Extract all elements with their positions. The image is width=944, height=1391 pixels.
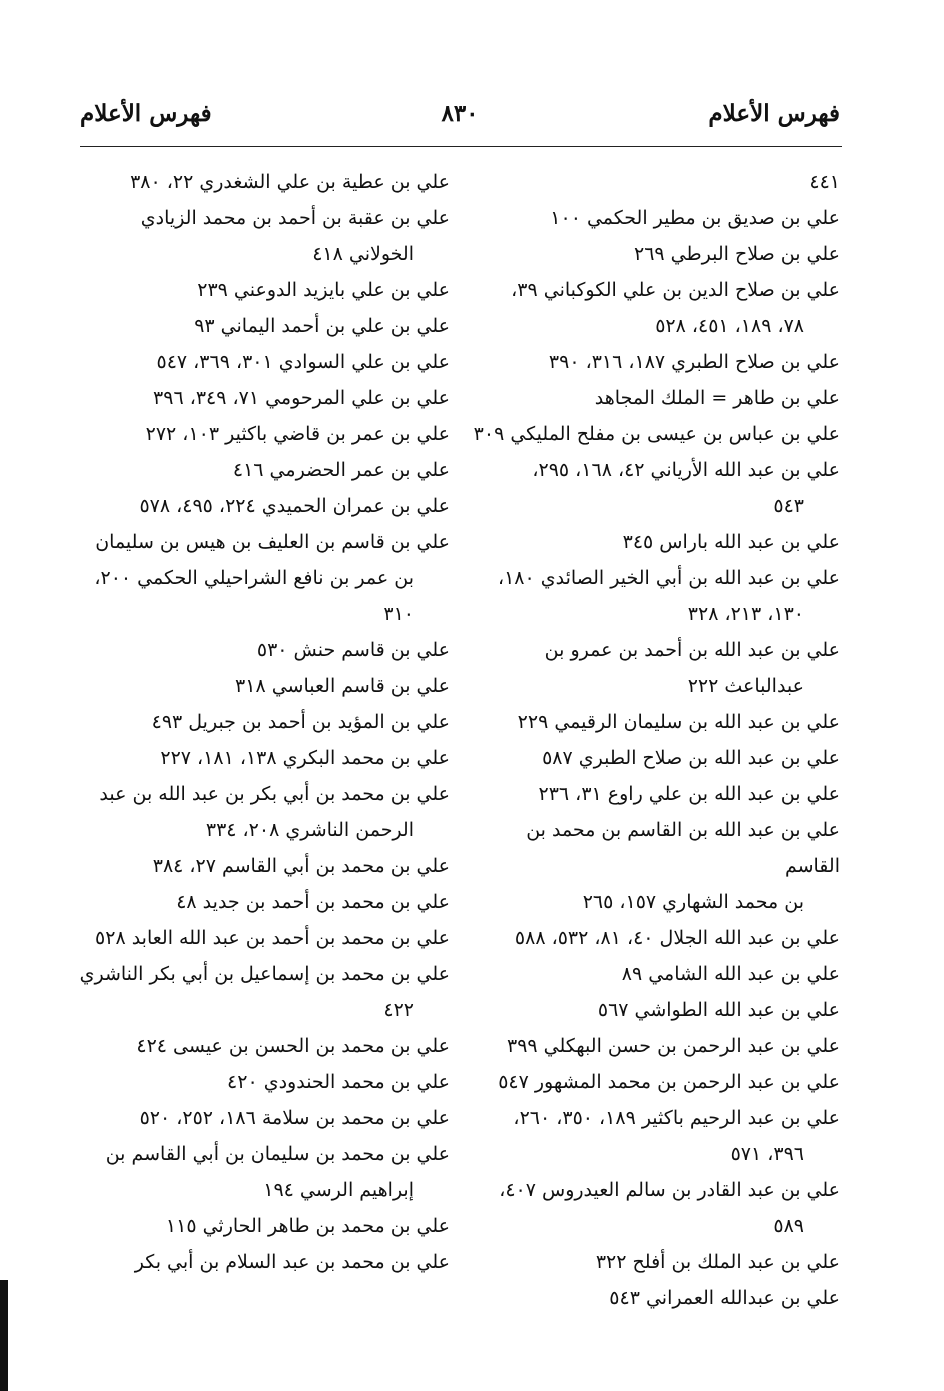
index-entry-text: علي بن عبد الله باراس ٣٤٥: [622, 531, 840, 553]
index-entry: [78, 848, 450, 884]
running-title-left: فهرس الأعلام: [80, 100, 212, 127]
index-entry: [78, 200, 450, 272]
index-entry-text: علي بن محمد الحندودي ٤٢٠: [227, 1071, 450, 1093]
index-entry: [78, 776, 450, 848]
index-entry: [78, 164, 450, 200]
index-entry-text: علي بن محمد البكري ١٣٨، ١٨١، ٢٢٧: [160, 747, 450, 769]
index-entry-text: علي بن عبدالله العمراني ٥٤٣: [609, 1287, 840, 1309]
index-entry-text: علي بن عبد الله الطواشي ٥٦٧: [597, 999, 840, 1021]
index-entry-continuation: بن محمد الشهاري ١٥٧، ٢٦٥: [582, 891, 804, 913]
index-entry-continuation: بن عمر بن نافع الشراحيلي الحكمي ٢٠٠، ٣١٠: [94, 567, 414, 625]
index-entry-text: علي بن عقبة بن أحمد بن محمد الزيادي: [140, 207, 450, 229]
index-entry: [78, 1244, 450, 1280]
index-entry: [78, 704, 450, 740]
index-entry-text: علي بن عبد الله بن صلاح الطبري ٥٨٧: [542, 747, 840, 769]
index-column-right: [470, 164, 840, 1316]
index-entry-text: ٤٤١: [809, 171, 840, 193]
index-entry-text: علي بن طاهر = الملك المجاهد: [594, 387, 840, 409]
index-entry: [470, 740, 840, 776]
index-entry: [78, 416, 450, 452]
index-entry-continuation: ٥٤٣: [773, 495, 804, 517]
index-entry: [78, 668, 450, 704]
index-entry: [78, 488, 450, 524]
index-entry: [78, 1136, 450, 1208]
index-entry-continuation: الخولاني ٤١٨: [312, 243, 414, 265]
index-entry: [470, 380, 840, 416]
index-entry: [470, 1244, 840, 1280]
index-entry: [78, 632, 450, 668]
index-entry-text: علي بن المؤيد بن أحمد بن جبريل ٤٩٣: [151, 711, 450, 733]
index-entry: [470, 560, 840, 632]
index-entry: [78, 920, 450, 956]
index-entry: [470, 344, 840, 380]
index-entry: [470, 200, 840, 236]
index-entry: [470, 272, 840, 344]
index-entry: [78, 740, 450, 776]
index-entry: [78, 956, 450, 1028]
index-entry-text: علي بن عبد الله بن سليمان الرقيمي ٢٢٩: [517, 711, 840, 733]
index-entry-text: علي بن عبد الرحمن بن محمد المشهور ٥٤٧: [498, 1071, 840, 1093]
index-entry: [78, 1208, 450, 1244]
index-entry-text: علي بن عباس بن عيسى بن مفلح المليكي ٣٠٩: [473, 423, 840, 445]
index-entry-continuation: ٥٨٩: [773, 1215, 804, 1237]
index-entry-text: علي بن محمد بن أبي بكر بن عبد الله بن عبد: [99, 783, 450, 805]
index-entry-text: علي بن عبد الله الشامي ٨٩: [621, 963, 840, 985]
index-entry-text: علي بن عبد الله بن أبي الخير الصائدي ١٨٠،: [497, 567, 840, 589]
index-entry: [78, 1028, 450, 1064]
index-entry-text: علي بن عمر الحضرمي ٤١٦: [232, 459, 450, 481]
index-entry: [78, 884, 450, 920]
index-entry: [78, 1100, 450, 1136]
index-entry: [470, 956, 840, 992]
index-entry-text: علي بن محمد بن أحمد بن جديد ٤٨: [176, 891, 450, 913]
index-entry-continuation: الرحمن الناشري ٢٠٨، ٣٣٤: [205, 819, 414, 841]
index-entry-text: علي بن عبد الله الأرياني ٤٢، ١٦٨، ٢٩٥،: [532, 459, 840, 481]
index-entry: [470, 524, 840, 560]
index-entry-text: علي بن عبد الله بن أحمد بن عمرو بن: [544, 639, 840, 661]
index-entry: [470, 1100, 840, 1172]
header-rule: [80, 146, 842, 147]
index-entry-text: علي بن محمد بن طاهر الحارثي ١١٥: [165, 1215, 450, 1237]
index-column-left: [78, 164, 450, 1280]
index-entry: [470, 1064, 840, 1100]
index-entry-text: علي بن عمر بن قاضي باكثير ١٠٣، ٢٧٢: [145, 423, 450, 445]
index-entry-continuation: عبدالباعث ٢٢٢: [687, 675, 804, 697]
index-entry: [78, 272, 450, 308]
index-entry-text: علي بن صلاح الدين بن علي الكوكباني ٣٩،: [511, 279, 840, 301]
index-entry-text: علي بن صلاح الطبري ١٨٧، ٣١٦، ٣٩٠: [548, 351, 840, 373]
index-entry-text: علي بن قاسم حنش ٥٣٠: [256, 639, 450, 661]
index-entry-text: علي بن محمد بن الحسن بن عيسى ٤٢٤: [136, 1035, 450, 1057]
index-entry-continuation: ٧٨، ١٨٩، ٤٥١، ٥٢٨: [655, 315, 804, 337]
index-entry: [470, 236, 840, 272]
index-entry: [78, 380, 450, 416]
index-entry-text: علي بن عبد القادر بن سالم العيدروس ٤٠٧،: [499, 1179, 840, 1201]
index-entry: [78, 524, 450, 632]
index-entry-continuation: ٣٩٦، ٥٧١: [730, 1143, 804, 1165]
index-entry-text: علي بن عطية بن علي الشغدري ٢٢، ٣٨٠: [130, 171, 450, 193]
index-entry: [470, 1280, 840, 1316]
index-entry: [470, 1028, 840, 1064]
index-entry: [78, 452, 450, 488]
index-entry-text: علي بن علي بن أحمد اليماني ٩٣: [194, 315, 450, 337]
index-entry: [470, 1172, 840, 1244]
index-entry-text: علي بن قاسم العباسي ٣١٨: [235, 675, 450, 697]
index-entry: [78, 1064, 450, 1100]
index-entry: [470, 164, 840, 200]
index-entry-text: علي بن علي بايزيد الدوعني ٢٣٩: [197, 279, 450, 301]
index-entry-continuation: إبراهيم الرسي ١٩٤: [263, 1179, 414, 1201]
index-entry: [470, 632, 840, 704]
index-entry-text: علي بن محمد بن أبي القاسم ٢٧، ٣٨٤: [152, 855, 450, 877]
index-entry-text: علي بن عبد الله بن القاسم بن محمد بن القاسم: [526, 819, 840, 877]
index-entry-text: علي بن عبد الرحمن بن حسن البهكلي ٣٩٩: [507, 1035, 840, 1057]
index-entry-continuation: ١٣٠، ٢١٣، ٣٢٨: [687, 603, 804, 625]
index-entry: [470, 416, 840, 452]
index-entry-text: علي بن عمران الحميدي ٢٢٤، ٤٩٥، ٥٧٨: [139, 495, 450, 517]
index-entry-text: علي بن صلاح البرطي ٢٦٩: [634, 243, 840, 265]
index-entry-text: علي بن محمد بن إسماعيل بن أبي بكر الناشري: [79, 963, 450, 985]
index-entry-text: علي بن علي السوادي ٣٠١، ٣٦٩، ٥٤٧: [156, 351, 450, 373]
running-title-right: فهرس الأعلام: [708, 100, 840, 127]
index-entry-text: علي بن علي المرحومي ٧١، ٣٤٩، ٣٩٦: [153, 387, 450, 409]
index-entry-text: علي بن عبد الله بن علي راوع ٣١، ٢٣٦: [538, 783, 840, 805]
index-entry-text: علي بن محمد بن سليمان بن أبي القاسم بن: [105, 1143, 450, 1165]
index-entry: [470, 452, 840, 524]
index-entry-text: علي بن قاسم بن العليف بن هيس بن سليمان: [95, 531, 450, 553]
index-entry-continuation: ٤٢٢: [383, 999, 414, 1021]
index-entry: [78, 344, 450, 380]
index-entry-text: علي بن محمد بن عبد السلام بن أبي بكر: [134, 1251, 450, 1273]
index-entry: [470, 704, 840, 740]
index-entry-text: علي بن عبد الملك بن أفلح ٣٢٢: [595, 1251, 840, 1273]
index-entry: [470, 992, 840, 1028]
index-entry-text: علي بن محمد بن أحمد بن عبد الله العابد ٥٢٨: [95, 927, 450, 949]
index-entry: [470, 812, 840, 920]
index-entry: [78, 308, 450, 344]
index-entry-text: علي بن صديق بن مطير الحكمي ١٠٠: [550, 207, 840, 229]
index-entry-text: علي بن عبد الرحيم باكثير ١٨٩، ٣٥٠، ٢٦٠،: [513, 1107, 840, 1129]
page-header: [80, 100, 840, 140]
index-entry-text: علي بن محمد بن سلامة ١٨٦، ٢٥٢، ٥٢٠: [139, 1107, 450, 1129]
scan-edge-shadow: [0, 1280, 8, 1391]
index-entry: [470, 776, 840, 812]
index-entry-text: علي بن عبد الله الجلال ٤٠، ٨١، ٥٣٢، ٥٨٨: [514, 927, 840, 949]
index-entry: [470, 920, 840, 956]
page-number: ٨٣٠: [441, 100, 479, 127]
